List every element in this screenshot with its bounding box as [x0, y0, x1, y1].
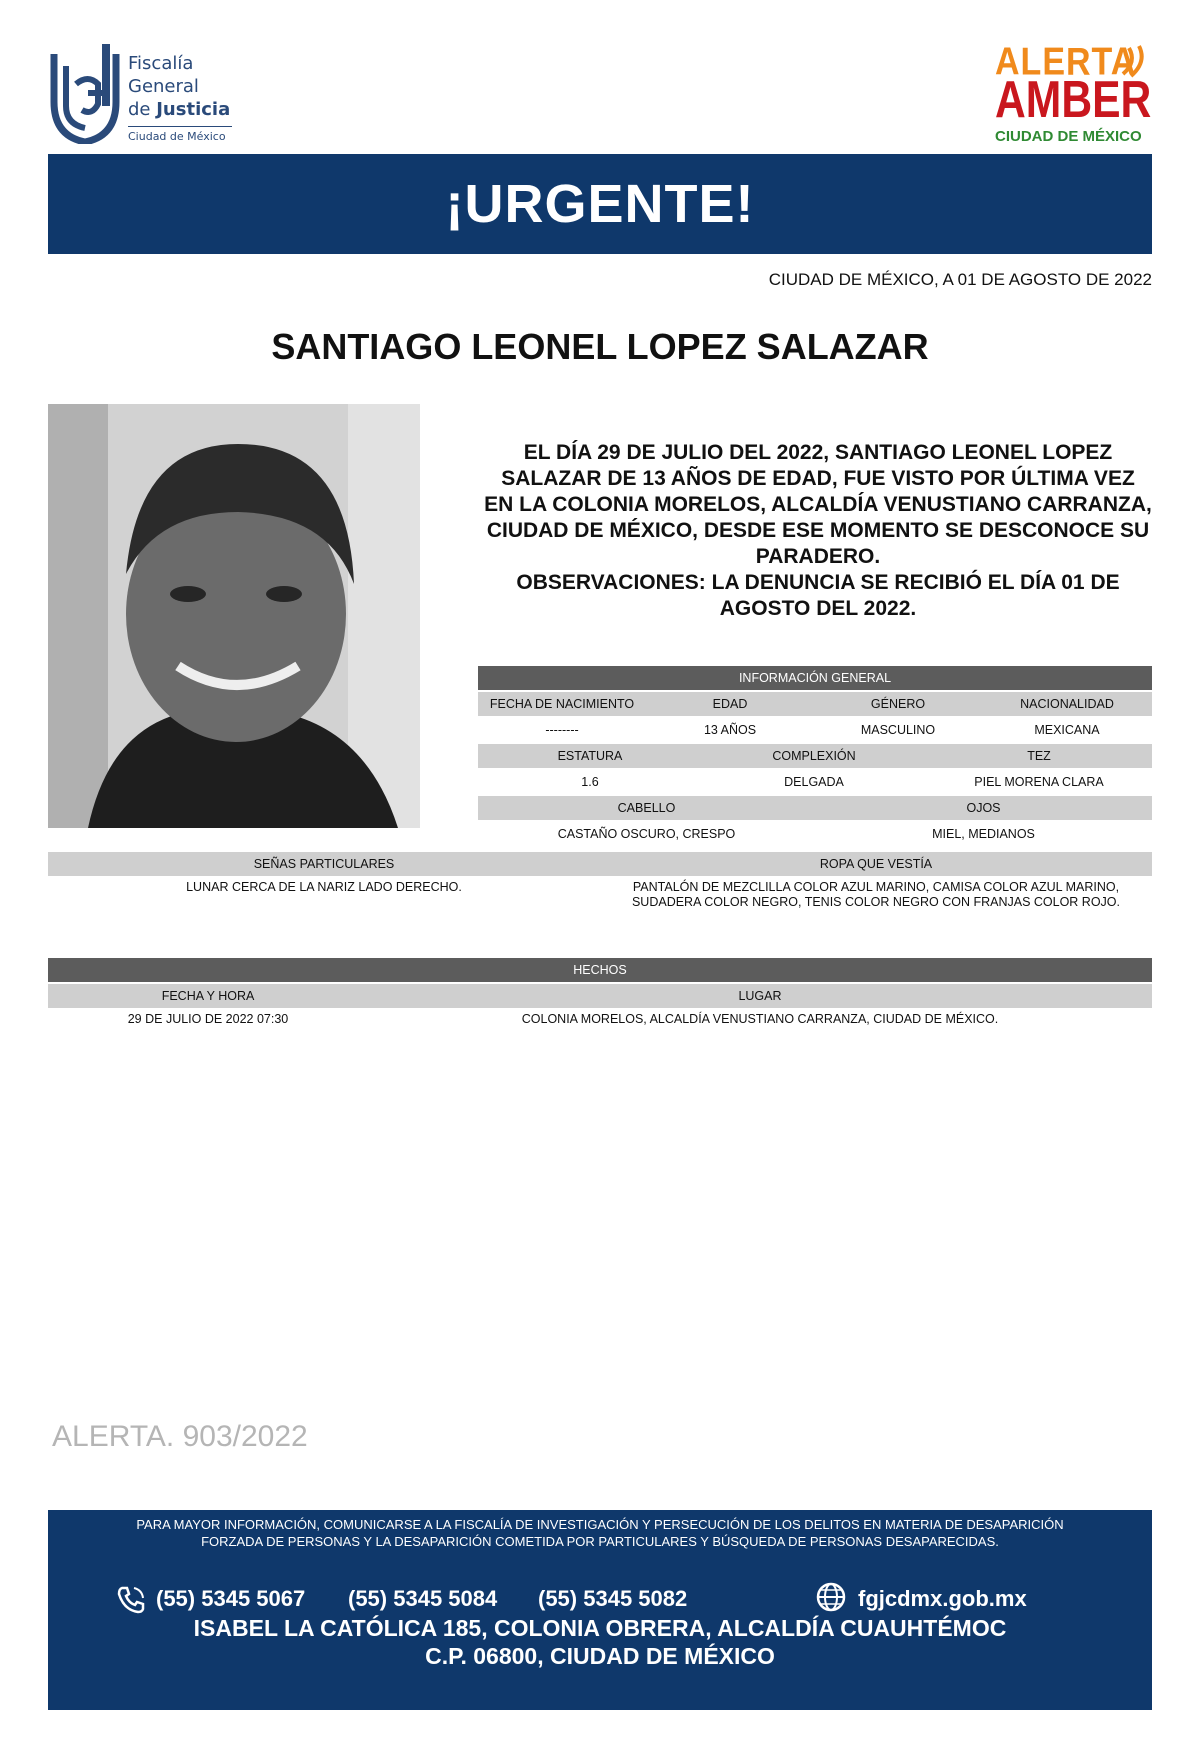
- footer-info-line-1: PARA MAYOR INFORMACIÓN, COMUNICARSE A LA FISCALÍA DE INVESTIGACIÓN Y PERSECUCIÓN DE LOS DELITOS EN MATERIA DE DESAPARICIÓN: [136, 1517, 1064, 1532]
- gender-value: MASCULINO: [860, 723, 936, 737]
- facts-header-row: [48, 984, 1152, 1008]
- description-text: EL DÍA 29 DE JULIO DEL 2022, SANTIAGO LEONEL LOPEZ SALAZAR DE 13 AÑOS DE EDAD, FUE VISTO POR ÚLTIMA VEZ EN LA COLONIA MORELOS, ALCALDÍA VENUSTIANO CARRANZA, CIUDAD DE MÉXICO, DESDE ESE MOMENTO SE DESCONOCE SU PARADERO.: [484, 441, 1152, 568]
- info-value-row-3: [478, 822, 1152, 846]
- info-header-row-2: [478, 744, 1152, 768]
- footer-info: [68, 1516, 1132, 1550]
- datetime-value: 29 DE JULIO DE 2022 07:30: [127, 1012, 289, 1026]
- case-description: [484, 440, 1152, 622]
- person-name: SANTIAGO LEONEL LOPEZ SALAZAR: [271, 326, 929, 367]
- alert-number: ALERTA. 903/2022: [52, 1420, 308, 1453]
- info-value-row-1: [478, 718, 1152, 742]
- clothes-value-line-1: PANTALÓN DE MEZCLILLA COLOR AZUL MARINO, CAMISA COLOR AZUL MARINO,: [632, 880, 1120, 894]
- general-info-header: [478, 666, 1152, 690]
- marks-header-row: [48, 852, 1152, 876]
- datetime-label: FECHA Y HORA: [161, 989, 255, 1003]
- amber-line-1: ALERTA: [995, 40, 1137, 84]
- facts-header: [48, 958, 1152, 982]
- fgj-logo-text: [128, 52, 230, 121]
- height-label: ESTATURA: [557, 749, 623, 763]
- fgj-emblem-icon: [48, 44, 122, 144]
- address-line-2: C.P. 06800, CIUDAD DE MÉXICO: [425, 1643, 775, 1669]
- place-label: LUGAR: [738, 989, 782, 1003]
- birthdate-value: --------: [545, 723, 579, 737]
- marks-clothes-table: [48, 852, 1152, 912]
- general-info-table: [478, 666, 1152, 844]
- phone-icon: [116, 1584, 146, 1614]
- marks-label: SEÑAS PARTICULARES: [253, 857, 395, 871]
- facts-table: [48, 958, 1152, 1028]
- address-line-1: ISABEL LA CATÓLICA 185, COLONIA OBRERA, ALCALDÍA CUAUHTÉMOC: [193, 1615, 1007, 1641]
- amber-line-3: CIUDAD DE MÉXICO: [995, 128, 1142, 145]
- phone-number-2[interactable]: (55) 5345 5084: [348, 1586, 498, 1611]
- clothes-label: ROPA QUE VESTÍA: [819, 857, 933, 871]
- alerta-amber-logo: [995, 40, 1155, 148]
- age-value: 13 AÑOS: [703, 723, 757, 737]
- phone-number-3[interactable]: (55) 5345 5082: [538, 1586, 688, 1611]
- eyes-label: OJOS: [966, 801, 1001, 815]
- age-label: EDAD: [712, 697, 748, 711]
- footer-info-line-2: FORZADA DE PERSONAS Y LA DESAPARICIÓN COMETIDA POR PARTICULARES Y BÚSQUEDA DE PERSONAS DESAPARECIDAS.: [201, 1534, 999, 1549]
- eyes-value: MIEL, MEDIANOS: [932, 827, 1035, 841]
- footer-address: [48, 1614, 1152, 1670]
- gender-label: GÉNERO: [870, 697, 926, 711]
- fgj-logo-rule: [128, 126, 232, 127]
- height-value: 1.6: [581, 775, 599, 789]
- fgj-line-1: Fiscalía: [128, 53, 194, 74]
- urgent-banner: ¡URGENTE!: [48, 154, 1152, 254]
- marks-value: LUNAR CERCA DE LA NARIZ LADO DERECHO.: [186, 880, 462, 894]
- hair-value: CASTAÑO OSCURO, CRESPO: [557, 827, 736, 841]
- info-header-row-1: [478, 692, 1152, 716]
- birthdate-label: FECHA DE NACIMIENTO: [489, 697, 635, 711]
- info-header-row-3: [478, 796, 1152, 820]
- place-value: COLONIA MORELOS, ALCALDÍA VENUSTIANO CARRANZA, CIUDAD DE MÉXICO.: [521, 1012, 999, 1026]
- fgj-line-4: Justicia: [156, 99, 231, 120]
- build-label: COMPLEXIÓN: [772, 749, 856, 763]
- clothes-value-line-2: SUDADERA COLOR NEGRO, TENIS COLOR NEGRO CON FRANJAS COLOR ROJO.: [631, 895, 1121, 909]
- fgj-line-2: General: [128, 76, 199, 97]
- amber-line-2: AMBER: [995, 71, 1152, 129]
- info-value-row-2: [478, 770, 1152, 794]
- portrait-image: [48, 404, 420, 828]
- phone-number-1[interactable]: (55) 5345 5067: [156, 1586, 306, 1611]
- person-photo: [48, 404, 420, 828]
- fgj-line-3: de: [128, 99, 151, 120]
- date-line: CIUDAD DE MÉXICO, A 01 DE AGOSTO DE 2022: [768, 270, 1152, 289]
- build-value: DELGADA: [784, 775, 844, 789]
- fgj-logo: [48, 44, 238, 144]
- general-info-title: INFORMACIÓN GENERAL: [738, 671, 892, 685]
- facts-title: HECHOS: [573, 963, 627, 977]
- contact-footer: [48, 1510, 1152, 1710]
- skin-label: TEZ: [1027, 749, 1051, 763]
- observations-text: OBSERVACIONES: LA DENUNCIA SE RECIBIÓ EL DÍA 01 DE AGOSTO DEL 2022.: [516, 571, 1120, 620]
- fgj-logo-city: Ciudad de México: [128, 130, 226, 143]
- hair-label: CABELLO: [617, 801, 676, 815]
- website-link[interactable]: fgjcdmx.gob.mx: [858, 1586, 1027, 1611]
- globe-icon: [814, 1580, 848, 1614]
- skin-value: PIEL MORENA CLARA: [974, 775, 1104, 789]
- nationality-label: NACIONALIDAD: [1020, 697, 1114, 711]
- nationality-value: MEXICANA: [1034, 723, 1100, 737]
